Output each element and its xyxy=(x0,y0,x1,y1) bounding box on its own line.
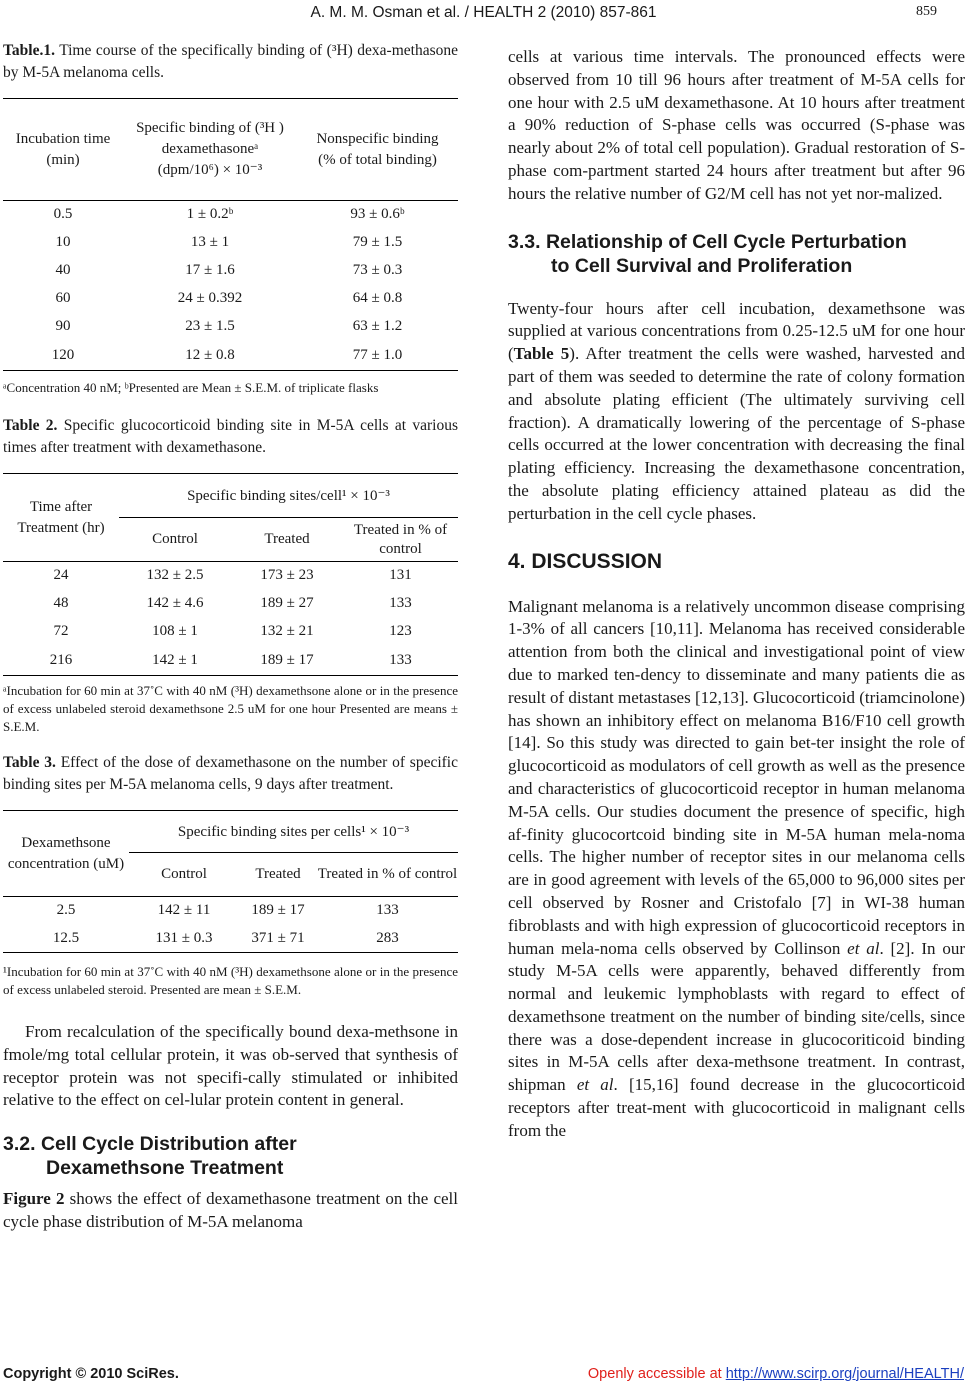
table3-note: ¹Incubation for 60 min at 37˚C with 40 nM (³H) dexamethsone alone or in the presence of excess unlabeled steroid. Presented are mean ± S.E.M. xyxy=(3,964,458,997)
table-row: 10 13 ± 1 79 ± 1.5 xyxy=(55,234,403,250)
body-paragraph: Malignant melanoma is a relatively uncommon disease comprising 1-3% of all cancers [10,11]. Melanoma has received considerable attention from both the clinical and investigational point of view due to marked ten-dency to disseminate and many patients die as result of distant metastases [12,13]. Glucocorticoid (triamcinolone) has shown an inhibitory effect on melanoma B16/F10 cell growth [14]. So this study was directed to gain bet-ter insight the role of glucocorticoid as modulators of cell growth as well as the presence and characteristics of glucocorticoid receptor in human melanoma M-5A cells. Our studies document the presence of specific, high af-finity glucocortcoid binding site in M-5A human mela-noma cells. The higher number of receptor sites in our melanoma cells are in good agreement with levels of the 65,000 to 96,000 sites per cell observed by Rosner and Cristofalo [7] in WI-38 human fibroblasts and with high expression of glucocorticoid receptors in human mela-noma cells observed by Collinson et al. [2]. In our study M-5A cells were apparently, behaved differently from normal and leukemic lymphoblasts with regard to effect of dexamethsone treatment on the number of binding site/cells, since there was a dose-dependent increase in glucocoriticoid binding sites in M-5A cells after dexa-methsone treatment. In contrast, shipman et al. [15,16] found decrease in the glucocorticoid receptors after treat-ment with glucocorticoid in malignant cells from the xyxy=(508,596,966,1140)
copyright: Copyright © 2010 SciRes. xyxy=(3,1366,179,1382)
table-ref: Table 5 xyxy=(513,344,570,364)
table-row: 0.5 1 ± 0.2ᵇ 93 ± 0.6ᵇ xyxy=(53,206,405,223)
table3-col-control: Control xyxy=(161,866,207,882)
right-column xyxy=(508,40,965,1143)
journal-link[interactable]: http://www.scirp.org/journal/HEALTH/ xyxy=(725,1366,964,1382)
table1-col-incubation: Incubation time (min) xyxy=(15,130,111,168)
table-row: 24 132 ± 2.5 173 ± 23 131 xyxy=(53,567,412,584)
figure-ref: Figure 2 xyxy=(3,1189,65,1209)
section-heading-3-2: 3.2. Cell Cycle Distribution after Dexamethsone Treatment xyxy=(3,1133,297,1180)
table3-caption-text: Effect of the dose of dexamethasone on the number of specific binding sites per M-5A melanoma cells, 9 days after treatment. xyxy=(3,754,458,793)
table2-col-time: Time after Treatment (hr) xyxy=(3,474,119,562)
table1-label: Table.1. xyxy=(3,42,55,59)
section-heading-4: 4. DISCUSSION xyxy=(508,549,663,573)
open-access-note: Openly accessible at http://www.scirp.org/journal/HEALTH/ xyxy=(587,1366,964,1382)
table-row: 72 108 ± 1 132 ± 21 123 xyxy=(53,623,412,639)
table3-col-concentration: Dexamethsone concentration (uM) xyxy=(3,811,129,897)
section-heading-3-3: 3.3. Relationship of Cell Cycle Perturbation to Cell Survival and Proliferation xyxy=(508,230,907,277)
table2 xyxy=(3,473,458,676)
table-row: 12.5 131 ± 0.3 371 ± 71 283 xyxy=(52,929,399,946)
page-number: 859 xyxy=(916,4,937,19)
table3-label: Table 3. xyxy=(3,754,56,771)
table2-caption xyxy=(3,415,458,459)
table-row: 120 12 ± 0.8 77 ± 1.0 xyxy=(51,346,403,363)
table1 xyxy=(3,98,458,371)
table2-label: Table 2. xyxy=(3,417,58,434)
running-header: A. M. M. Osman et al. / HEALTH 2 (2010) 857-861 xyxy=(310,4,657,21)
table2-note: ᵃIncubation for 60 min at 37˚C with 40 nM (³H) dexamethsone alone or in the presence of excess unlabeled steroid dexamethsone 2.5 uM for one hour Presented are means ± S.E.M. xyxy=(3,683,458,734)
table-row: 2.5 142 ± 11 189 ± 17 133 xyxy=(56,902,399,919)
table1-note: ᵃConcentration 40 nM; ᵇPresented are Mean ± S.E.M. of triplicate flasks xyxy=(3,380,379,395)
table-row: 40 17 ± 1.6 73 ± 0.3 xyxy=(55,262,403,278)
table1-col-nonspecific: Nonspecific binding (% of total binding) xyxy=(316,130,439,168)
body-paragraph: Twenty-four hours after cell incubation, dexamethsone was supplied at various concentrations from 0.25-12.5 uM for one hour (Table 5). After treatment the cells were washed, harvested and part of them was seeded to determine the rate of colony formation and absolute plating efficient (The ultimately surviving cell fraction). A dramatically lowering of the percentage of S-phase cells occurred at the lower concentration with decreasing the final plating efficiency. Increasing the dexamethasone concentration, the absolute plating efficiency attained plateau as did the perturbation in the cell cycle phases. xyxy=(508,298,965,523)
table-row: 216 142 ± 1 189 ± 17 133 xyxy=(49,651,412,668)
table-row: 60 24 ± 0.392 64 ± 0.8 xyxy=(55,290,403,306)
table2-col-treated: Treated xyxy=(264,531,310,547)
table3 xyxy=(3,810,458,953)
table-row: 90 23 ± 1.5 63 ± 1.2 xyxy=(55,318,403,334)
table3-group-header: Specific binding sites per cells¹ × 10⁻³ xyxy=(129,811,458,853)
body-paragraph: cells at various time intervals. The pronounced effects were observed from 10 till 96 hours after treatment of M-5A cells for one hour with 2.5 uM dexamethasone. At 10 hours after treatment a 90% reduction of S-phase cells was occurred (S-phase was nearly about 2% of total cell population). Gradual restoration of S-phase com-partment started 24 hours after treatment but after 96 hours the relative number of G2/M cell has not yet nor-malized. xyxy=(508,47,965,203)
body-paragraph: Figure 2 shows the effect of dexamethasone treatment on the cell cycle phase distribution of M-5A melanoma xyxy=(3,1189,458,1231)
table3-col-percent: Treated in % of control xyxy=(317,866,458,882)
table3-caption xyxy=(3,752,458,796)
table2-col-percent: Treated in % of control xyxy=(353,521,448,557)
table2-group-header: Specific binding sites/cell¹ × 10⁻³ xyxy=(119,474,458,518)
table1-caption xyxy=(3,40,458,84)
table2-col-control: Control xyxy=(152,531,198,547)
table2-caption-text: Specific glucocorticoid binding site in M-5A cells at various times after treatment with dexamethasone. xyxy=(3,417,458,456)
body-paragraph: From recalculation of the specifically bound dexa-methsone in fmole/mg total cellular protein, it was ob-served that synthesis of receptor protein was not specifi-cally stimulated or inhibited relative to the effect on cel-lular protein content in general. xyxy=(3,1022,458,1110)
table3-col-treated: Treated xyxy=(255,866,301,882)
table-row: 48 142 ± 4.6 189 ± 27 133 xyxy=(53,595,412,611)
table1-caption-text: Time course of the specifically binding of (³H) dexa-methasone by M-5A melanoma cells. xyxy=(3,42,458,81)
left-column xyxy=(3,40,458,1234)
table1-col-specific: Specific binding of (³H ) dexamethasoneᵃ (dpm/10⁶) × 10⁻³ xyxy=(136,120,284,178)
